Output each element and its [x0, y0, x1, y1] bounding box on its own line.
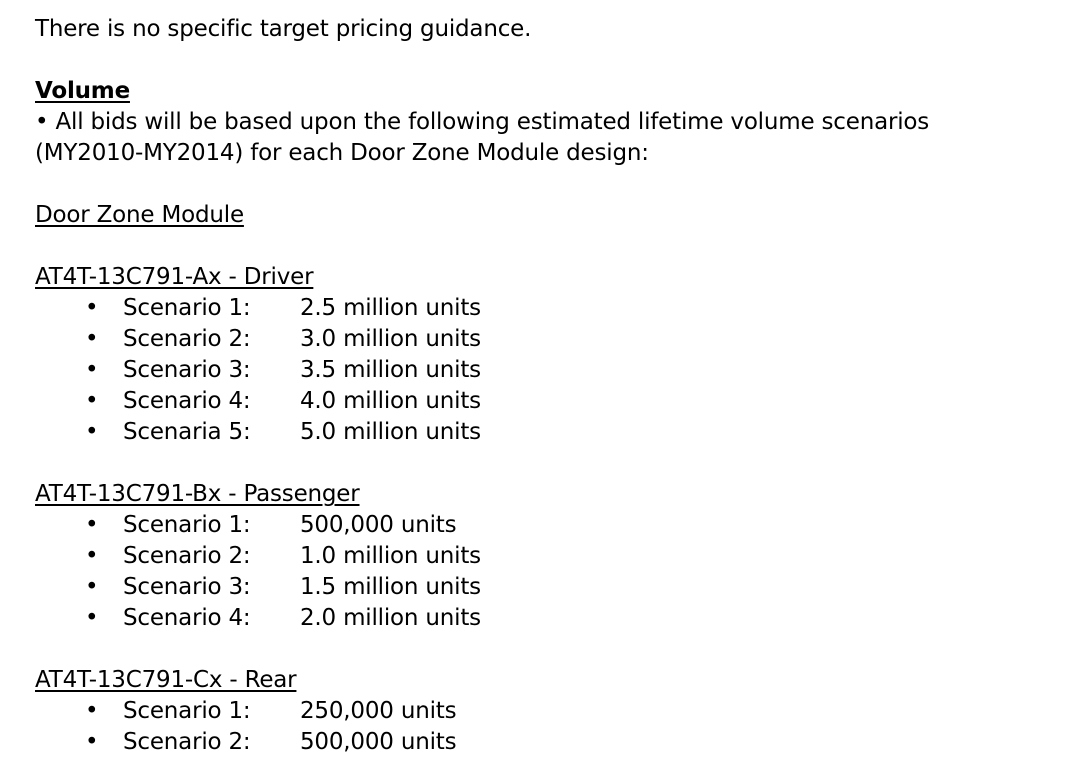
scenario-value: 5.0 million units	[300, 419, 481, 445]
blank-line	[35, 169, 1045, 200]
scenario-label: Scenario 4:	[123, 605, 251, 631]
scenario-value: 250,000 units	[300, 698, 457, 724]
bullet-icon: •	[85, 419, 99, 445]
scenario-value: 1.5 million units	[300, 574, 481, 600]
scenario-list-item	[35, 293, 1045, 324]
scenario-value: 500,000 units	[300, 729, 457, 755]
module-heading: Door Zone Module	[35, 202, 244, 228]
section-heading-row	[35, 262, 1045, 293]
scenario-label: Scenario 2:	[123, 326, 251, 352]
bullet-icon: •	[85, 326, 99, 352]
bullet-icon: •	[85, 729, 99, 755]
scenario-list-item	[35, 510, 1045, 541]
section-heading-driver: AT4T-13C791-Ax - Driver	[35, 264, 314, 290]
bullet-icon: •	[85, 605, 99, 631]
scenario-value: 1.0 million units	[300, 543, 481, 569]
scenario-list-item	[35, 386, 1045, 417]
bullet-icon: •	[85, 698, 99, 724]
scenario-value: 3.5 million units	[300, 357, 481, 383]
scenario-label: Scenario 1:	[123, 512, 251, 538]
scenario-label: Scenaria 5:	[123, 419, 251, 445]
volume-heading: Volume	[35, 78, 130, 104]
bullet-icon: •	[85, 295, 99, 321]
intro-paragraph: There is no specific target pricing guidance.	[35, 16, 532, 42]
section-heading-rear: AT4T-13C791-Cx - Rear	[35, 667, 297, 693]
section-heading-row	[35, 665, 1045, 696]
bullet-icon: •	[85, 357, 99, 383]
bullet-icon: •	[85, 543, 99, 569]
scenario-list-item	[35, 355, 1045, 386]
scenario-value: 4.0 million units	[300, 388, 481, 414]
scenario-value: 3.0 million units	[300, 326, 481, 352]
scenario-list-item	[35, 727, 1045, 758]
scenario-list-item	[35, 541, 1045, 572]
scenario-label: Scenario 4:	[123, 388, 251, 414]
module-heading-row	[35, 200, 1045, 231]
scenario-list-item	[35, 603, 1045, 634]
blank-line	[35, 231, 1045, 262]
section-heading-passenger: AT4T-13C791-Bx - Passenger	[35, 481, 360, 507]
bullet-icon: •	[85, 388, 99, 414]
scenario-value: 500,000 units	[300, 512, 457, 538]
volume-bullet-line-1: • All bids will be based upon the following estimated lifetime volume scenarios	[35, 109, 930, 135]
blank-line	[35, 634, 1045, 665]
bullet-icon: •	[85, 512, 99, 538]
scenario-label: Scenario 2:	[123, 543, 251, 569]
scenario-list-item	[35, 417, 1045, 448]
blank-line	[35, 45, 1045, 76]
blank-line	[35, 448, 1045, 479]
volume-section-header	[35, 76, 1045, 107]
scenario-value: 2.5 million units	[300, 295, 481, 321]
scenario-label: Scenario 3:	[123, 357, 251, 383]
bullet-icon: •	[85, 574, 99, 600]
scenario-label: Scenario 1:	[123, 295, 251, 321]
scenario-label: Scenario 3:	[123, 574, 251, 600]
scenario-value: 2.0 million units	[300, 605, 481, 631]
scenario-list-item	[35, 696, 1045, 727]
scenario-list-item	[35, 324, 1045, 355]
volume-bullet-line-2: (MY2010-MY2014) for each Door Zone Module design:	[35, 140, 649, 166]
scenario-label: Scenario 1:	[123, 698, 251, 724]
scenario-label: Scenario 2:	[123, 729, 251, 755]
section-heading-row	[35, 479, 1045, 510]
scenario-list-item	[35, 572, 1045, 603]
